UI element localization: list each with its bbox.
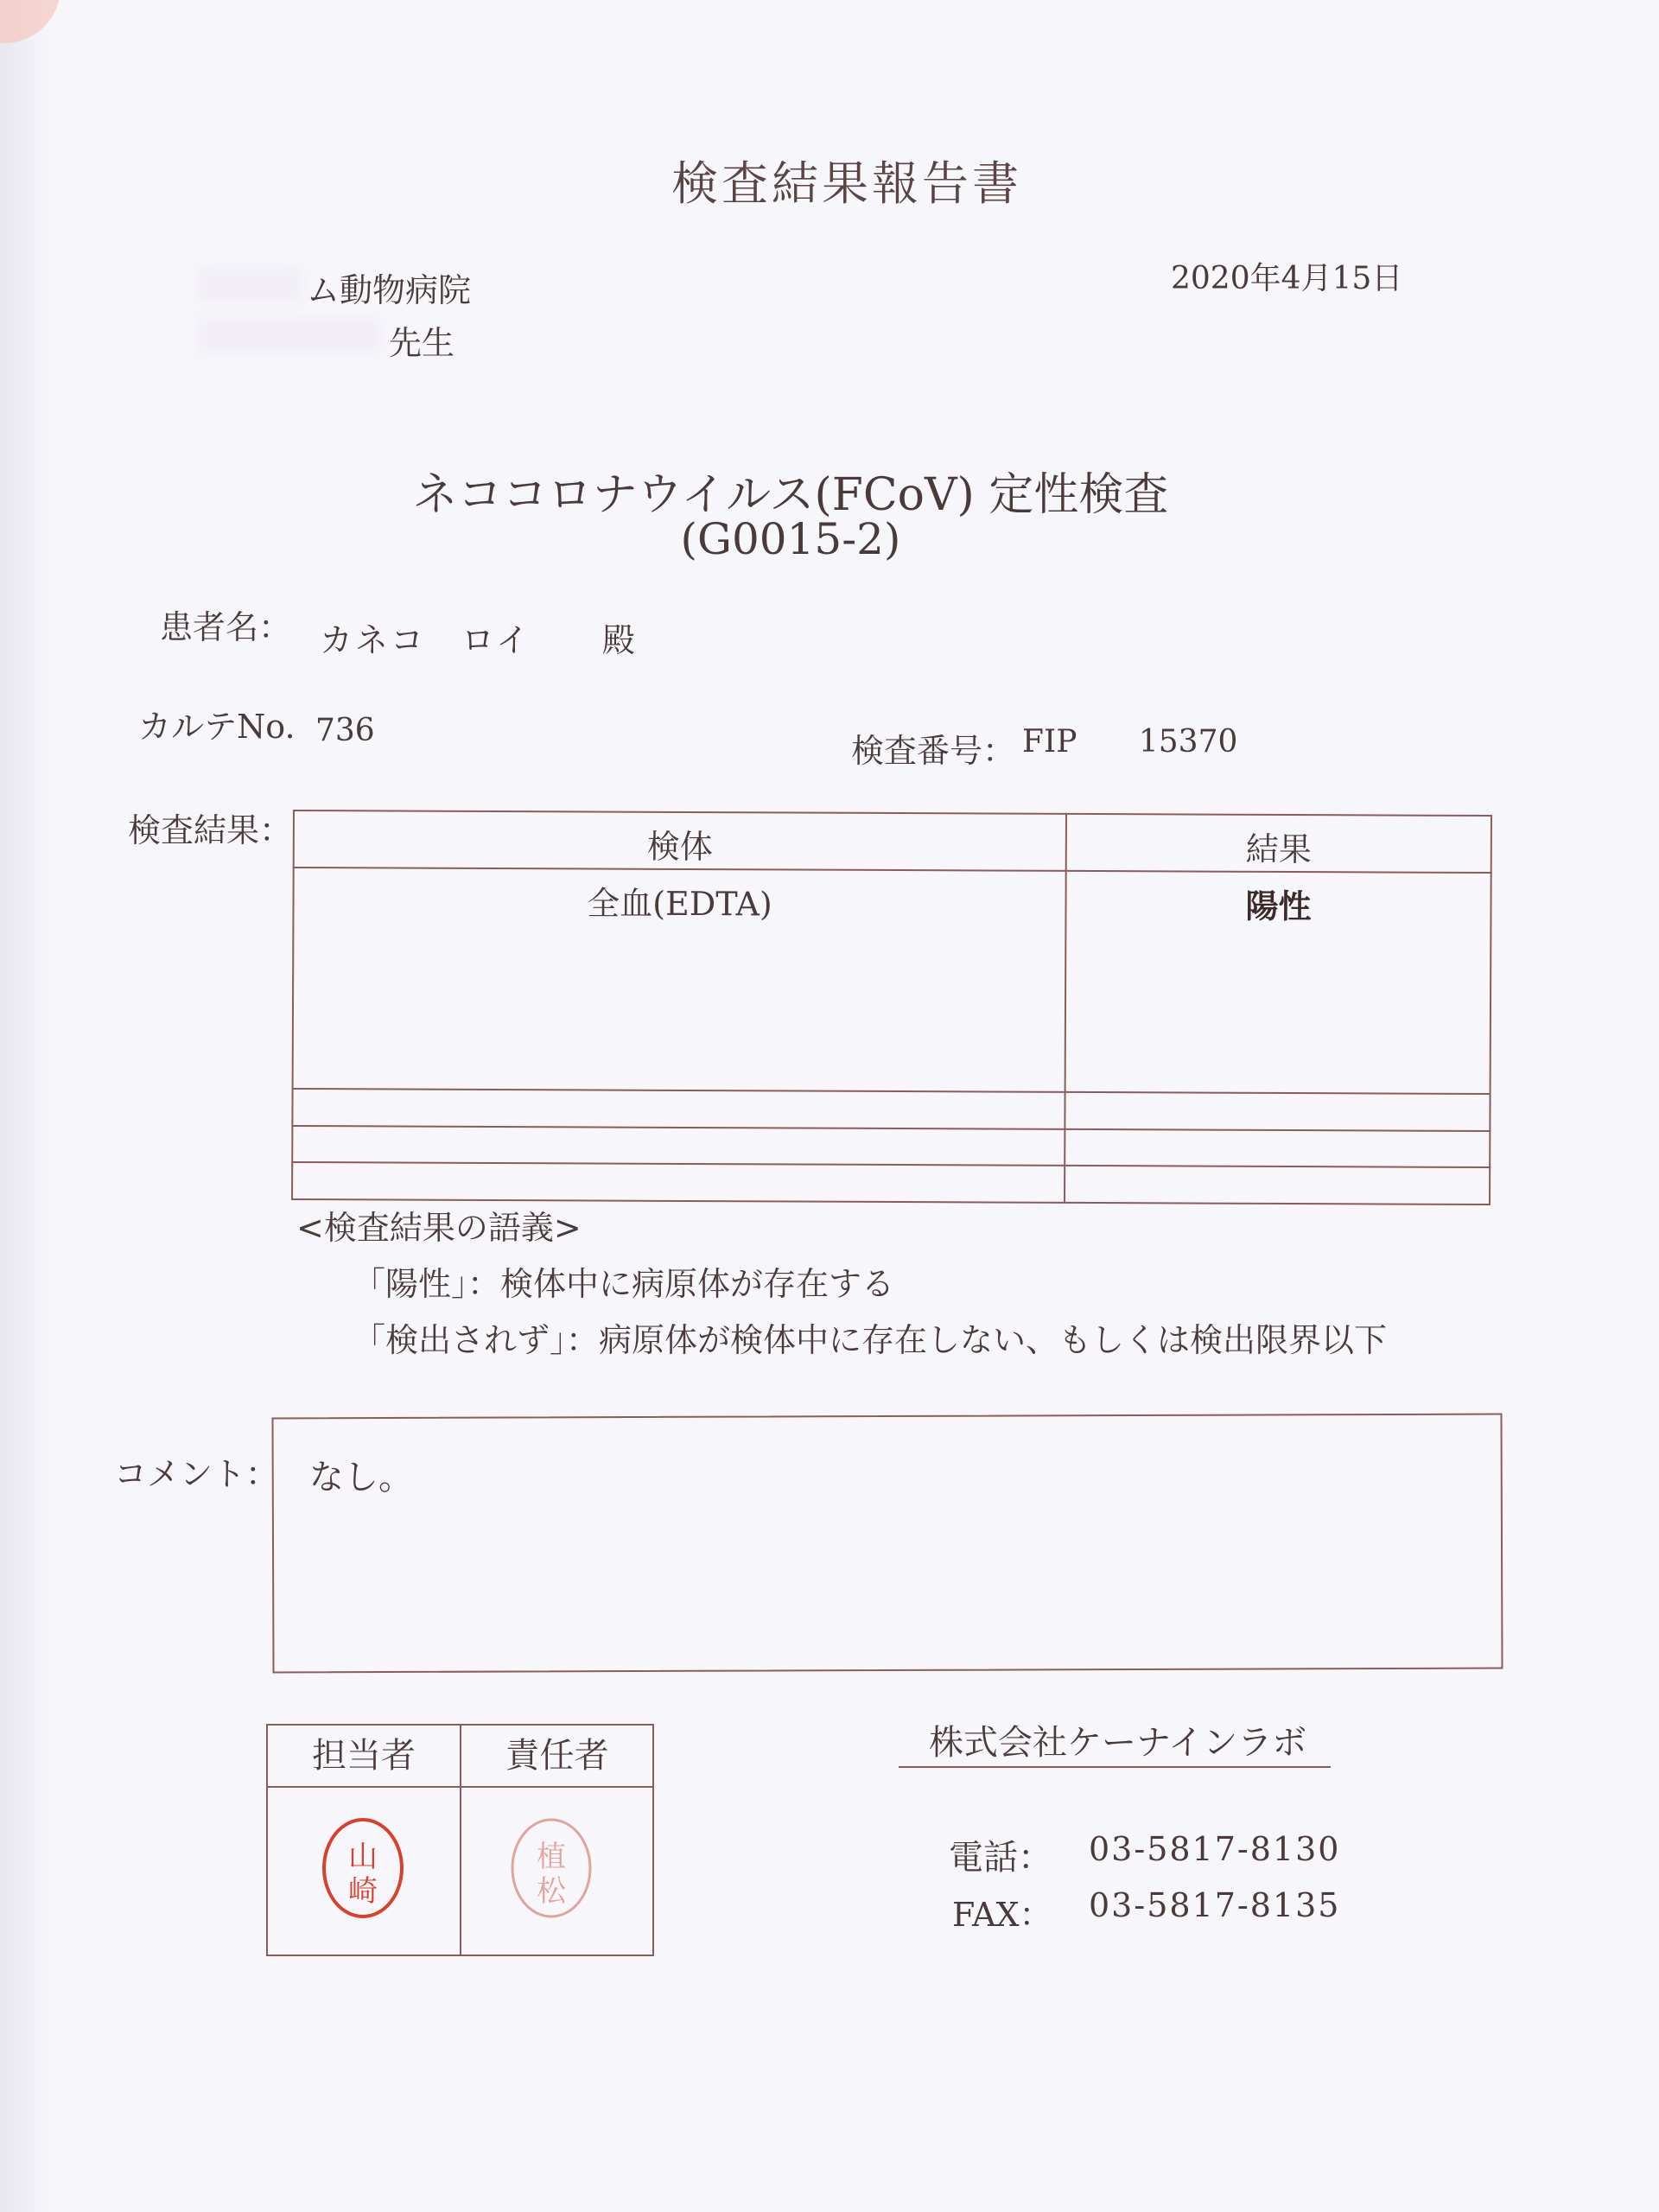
comment-label: コメント： xyxy=(114,1455,279,1493)
results-label: 検査結果： xyxy=(128,811,293,849)
comment-text: なし。 xyxy=(309,1458,413,1497)
legend-not-detected: 「検出されず」：病原体が検体中に存在しない、もしくは検出限界以下 xyxy=(353,1321,1388,1359)
specimen-cell xyxy=(292,1126,1065,1166)
fax-number: 03-5817-8135 xyxy=(1089,1886,1341,1924)
exam-number: FIP 15370 xyxy=(1022,724,1238,760)
result-cell xyxy=(1065,1166,1490,1205)
patient-name: カネコ ロイ 殿 xyxy=(320,621,638,659)
legend-positive: 「陽性」：検体中に病原体が存在する xyxy=(353,1265,895,1303)
manager-header: 責任者 xyxy=(461,1726,652,1788)
redacted-doctor-name xyxy=(199,318,380,353)
report-date: 2020年4月15日 xyxy=(1171,261,1403,296)
test-name: ネココロナウイルス(FCoV) 定性検査 xyxy=(412,469,1169,521)
page-edge-shadow xyxy=(0,0,52,2212)
svg-text:松: 松 xyxy=(537,1874,566,1909)
table-row xyxy=(292,1162,1490,1205)
doctor-suffix: 先生 xyxy=(389,324,455,362)
seal-uematsu xyxy=(499,1808,603,1929)
result-header: 結果 xyxy=(1066,814,1491,873)
fax-label: FAX： xyxy=(952,1896,1052,1934)
svg-text:崎: 崎 xyxy=(348,1874,378,1909)
company-underline xyxy=(899,1766,1331,1768)
redacted-hospital-prefix xyxy=(199,268,302,302)
results-table xyxy=(291,810,1492,1205)
table-row xyxy=(293,868,1491,1094)
tel-label: 電話： xyxy=(949,1838,1052,1878)
result-cell xyxy=(1065,1129,1490,1168)
specimen-cell xyxy=(292,1162,1065,1203)
patient-label: 患者名： xyxy=(160,608,292,646)
result-cell xyxy=(1065,1092,1490,1131)
test-code: (G0015-2) xyxy=(680,514,901,564)
table-row xyxy=(292,1089,1490,1131)
svg-text:山: 山 xyxy=(348,1840,378,1874)
hospital-name: ム動物病院 xyxy=(307,271,472,309)
report-title: 検査結果報告書 xyxy=(671,156,1022,211)
legend-heading: <検査結果の語義> xyxy=(296,1209,582,1247)
stamp-table xyxy=(266,1724,654,1956)
comment-box xyxy=(271,1414,1503,1674)
specimen-cell: 全血(EDTA) xyxy=(293,868,1066,1092)
results-header-row xyxy=(294,810,1491,873)
karte-number: 736 xyxy=(315,713,375,748)
tel-number: 03-5817-8130 xyxy=(1089,1830,1341,1868)
karte-label: カルテNo. xyxy=(138,708,296,746)
specimen-cell xyxy=(292,1089,1065,1129)
company-name: 株式会社ケーナインラボ xyxy=(929,1723,1307,1763)
staff-header: 担当者 xyxy=(268,1726,460,1788)
table-row xyxy=(292,1126,1490,1168)
exam-number-label: 検査番号： xyxy=(851,732,1016,770)
svg-text:植: 植 xyxy=(537,1840,566,1874)
seal-yamazaki xyxy=(311,1808,415,1929)
result-cell: 陽性 xyxy=(1065,871,1491,1094)
specimen-header: 検体 xyxy=(294,810,1066,871)
